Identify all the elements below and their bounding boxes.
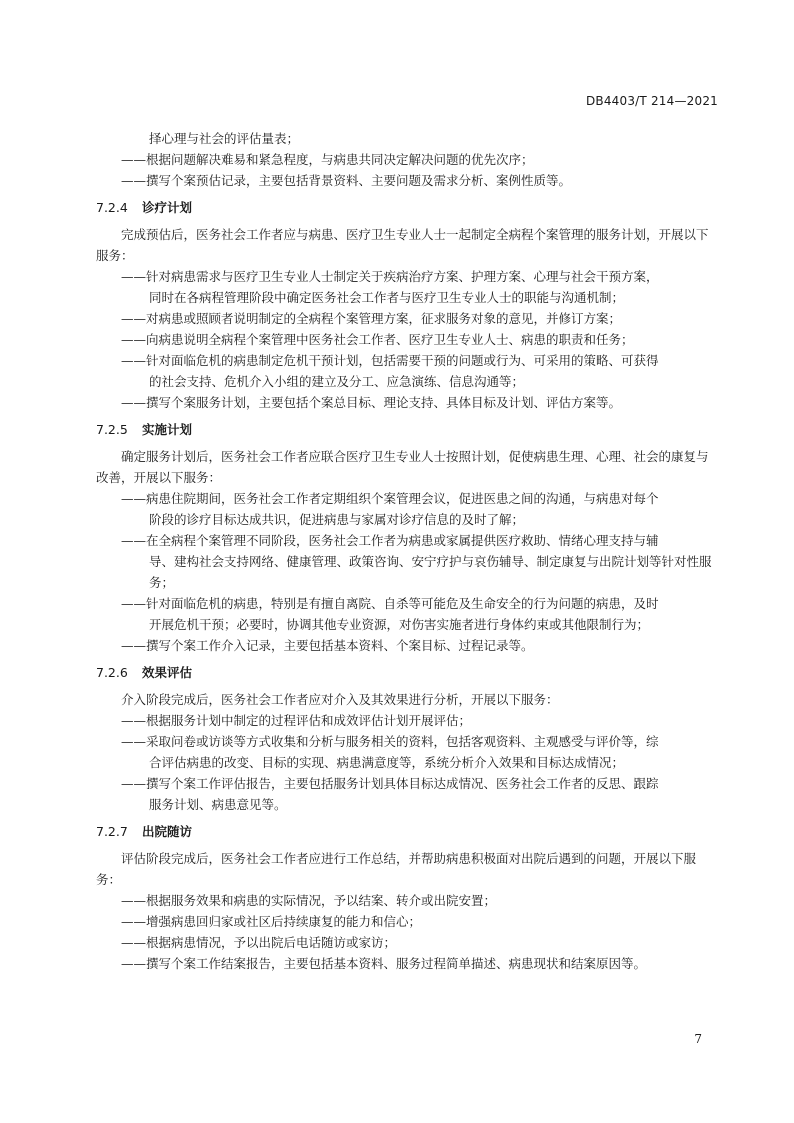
list-item: ——根据服务效果和病患的实际情况，予以结案、转介或出院安置； xyxy=(121,893,497,908)
section-title: 实施计划 xyxy=(142,422,193,437)
section-title: 诊疗计划 xyxy=(142,200,193,215)
list-item: ——针对病患需求与医疗卫生专业人士制定关于疾病治疗方案、护理方案、心理与社会干预方案， xyxy=(121,269,659,284)
list-item: ——撰写个案服务计划，主要包括个案总目标、理论支持、具体目标及计划、评估方案等。 xyxy=(121,395,622,410)
list-item: ——病患住院期间，医务社会工作者定期组织个案管理会议，促进医患之间的沟通，与病患对每个 xyxy=(121,491,659,506)
list-item: ——撰写个案工作介入记录，主要包括基本资料、个案目标、过程记录等。 xyxy=(121,638,534,653)
section-heading-7-2-4 xyxy=(96,197,720,218)
section-number: 7.2.6 xyxy=(96,665,128,680)
list-item-continuation: 导、建构社会支持网络、健康管理、政策咨询、安宁疗护与哀伤辅导、制定康复与出院计划等针对性服务； xyxy=(149,554,712,590)
section-number: 7.2.7 xyxy=(96,824,128,839)
list-item: ——撰写个案预估记录，主要包括背景资料、主要问题及需求分析、案例性质等。 xyxy=(121,173,572,188)
section-title: 效果评估 xyxy=(142,665,193,680)
list-item: ——增强病患回归家或社区后持续康复的能力和信心； xyxy=(121,914,422,929)
list-item: ——针对面临危机的病患制定危机干预计划，包括需要干预的问题或行为、可采用的策略、可获得 xyxy=(121,353,659,368)
list-item-continuation: 阶段的诊疗目标达成共识，促进病患与家属对诊疗信息的及时了解； xyxy=(149,512,525,527)
list-item-continuation: 合评估病患的改变、目标的实现、病患满意度等，系统分析介入效果和目标达成情况； xyxy=(149,755,625,770)
page-number: 7 xyxy=(694,1032,702,1046)
section-number: 7.2.4 xyxy=(96,200,128,215)
section-intro: 确定服务计划后，医务社会工作者应联合医疗卫生专业人士按照计划，促使病患生理、心理、社会的康复与改善，开展以下服务： xyxy=(96,449,709,485)
list-item-continuation: 开展危机干预；必要时，协调其他专业资源，对伤害实施者进行身体约束或其他限制行为； xyxy=(149,617,650,632)
section-heading-7-2-7 xyxy=(96,821,720,842)
section-intro: 介入阶段完成后，医务社会工作者应对介入及其效果进行分析，开展以下服务： xyxy=(121,692,559,707)
document-code: DB4403/T 214—2021 xyxy=(585,94,718,108)
list-item-continuation: 服务计划、病患意见等。 xyxy=(149,797,287,812)
section-heading-7-2-5 xyxy=(96,419,720,440)
list-item: ——根据问题解决难易和紧急程度，与病患共同决定解决问题的优先次序； xyxy=(121,152,534,167)
section-intro: 完成预估后，医务社会工作者应与病患、医疗卫生专业人士一起制定全病程个案管理的服务计划，开展以下服务： xyxy=(96,227,709,263)
list-item: ——在全病程个案管理不同阶段，医务社会工作者为病患或家属提供医疗救助、情绪心理支持与辅 xyxy=(121,533,659,548)
section-intro: 评估阶段完成后，医务社会工作者应进行工作总结，并帮助病患积极面对出院后遇到的问题，开展以下服务： xyxy=(96,851,697,887)
list-item: ——采取问卷或访谈等方式收集和分析与服务相关的资料，包括客观资料、主观感受与评价等，综 xyxy=(121,734,659,749)
list-item-continuation: 同时在各病程管理阶段中确定医务社会工作者与医疗卫生专业人士的职能与沟通机制； xyxy=(149,290,625,305)
section-title: 出院随访 xyxy=(142,824,193,839)
list-item: ——撰写个案工作评估报告，主要包括服务计划具体目标达成情况、医务社会工作者的反思、跟踪 xyxy=(121,776,659,791)
list-item-continuation: 的社会支持、危机介入小组的建立及分工、应急演练、信息沟通等； xyxy=(149,374,525,389)
list-item: ——针对面临危机的病患，特别是有擅自离院、自杀等可能危及生命安全的行为问题的病患，及时 xyxy=(121,596,659,611)
list-item: ——根据病患情况，予以出院后电话随访或家访； xyxy=(121,935,397,950)
document-body xyxy=(96,128,720,974)
list-item: ——对病患或照顾者说明制定的全病程个案管理方案，征求服务对象的意见，并修订方案； xyxy=(121,311,622,326)
section-heading-7-2-6 xyxy=(96,662,720,683)
list-item: ——撰写个案工作结案报告，主要包括基本资料、服务过程简单描述、病患现状和结案原因等。 xyxy=(121,956,647,971)
list-item: ——根据服务计划中制定的过程评估和成效评估计划开展评估； xyxy=(121,713,472,728)
list-item-continuation: 择心理与社会的评估量表； xyxy=(149,131,300,146)
list-item: ——向病患说明全病程个案管理中医务社会工作者、医疗卫生专业人士、病患的职责和任务； xyxy=(121,332,634,347)
section-number: 7.2.5 xyxy=(96,422,128,437)
